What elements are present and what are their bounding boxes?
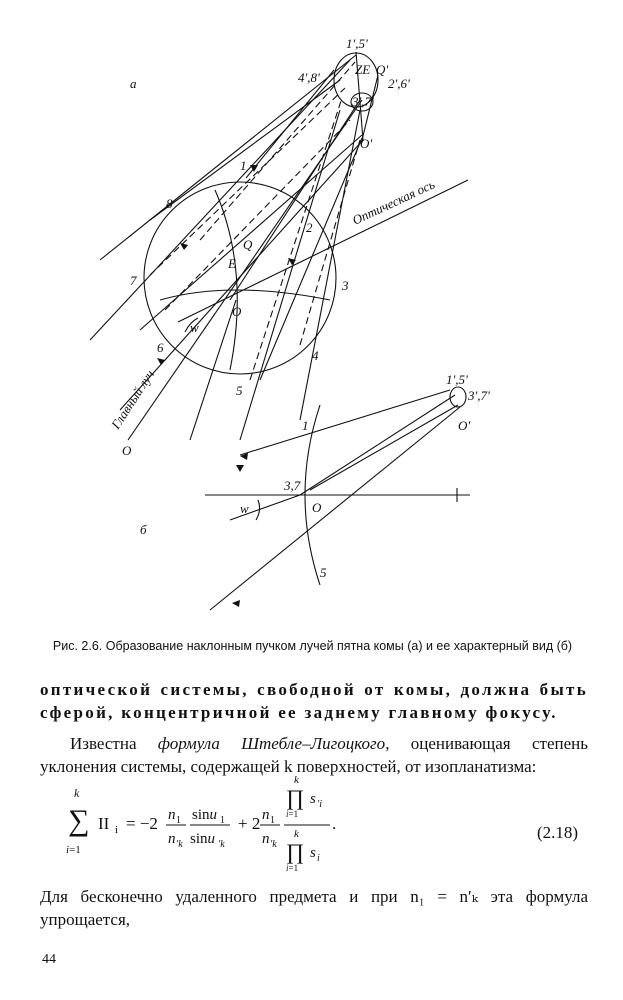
svg-text:+ 2: + 2 (238, 814, 261, 833)
label-center-o: O (232, 304, 242, 319)
svg-text:n: n (168, 831, 176, 847)
svg-text:sinu: sinu (190, 831, 216, 847)
label-b-w: w (240, 501, 249, 516)
label-b-3-7: 3',7' (468, 388, 490, 403)
svg-text:1: 1 (220, 815, 225, 826)
label-ze: ZE (355, 62, 371, 77)
panel-label-a: а (130, 76, 137, 91)
label-1-5: 1',5' (346, 36, 368, 51)
label-2: 2 (306, 220, 313, 235)
svg-text:∑: ∑ (68, 804, 90, 837)
svg-text:k: k (74, 786, 80, 800)
label-2-6: 2',6' (388, 76, 410, 91)
svg-text:k: k (294, 775, 299, 786)
label-o-bottom: O (122, 443, 132, 458)
figure-caption: Рис. 2.6. Образование наклонным пучком лучей пятна комы (а) и ее характерный вид (б) (52, 639, 573, 653)
svg-text:k: k (294, 828, 299, 840)
label-4-8: 4',8' (298, 70, 320, 85)
label-q-prime: Q' (376, 62, 389, 77)
label-o-prime: O' (360, 136, 373, 151)
label-b-o: O (312, 500, 322, 515)
svg-text:′k: ′k (218, 839, 225, 850)
label-5: 5 (236, 383, 243, 398)
svg-text:.: . (332, 814, 337, 833)
label-7: 7 (130, 273, 137, 288)
label-w-a: w (190, 320, 199, 335)
paragraph-3: Для бесконечно удаленного предмета и при n₁ = n′ₖ эта формула упрощается, (40, 887, 588, 929)
chief-ray-line (128, 100, 362, 440)
svg-text:n: n (262, 831, 270, 847)
svg-text:sinu: sinu (192, 807, 218, 823)
label-1: 1 (240, 158, 247, 173)
label-b-1-5: 1',5' (446, 372, 468, 387)
svg-text:n: n (168, 807, 176, 823)
svg-text:i: i (115, 824, 119, 836)
svg-text:II: II (98, 814, 110, 833)
label-8: 8 (166, 196, 173, 211)
label-b-5: 5 (320, 565, 327, 580)
svg-text:′k: ′k (176, 839, 183, 850)
svg-text:n: n (262, 807, 270, 823)
equation-2-18 (60, 775, 590, 875)
label-b-o-prime: O' (458, 418, 471, 433)
svg-text:s: s (310, 791, 316, 807)
label-3-7: 3',7' (352, 94, 374, 109)
label-6: 6 (157, 340, 164, 355)
page-number: 44 (42, 952, 56, 967)
svg-text:s: s (310, 845, 316, 861)
svg-text:i=1: i=1 (286, 809, 299, 819)
label-e: E (228, 256, 236, 271)
label-b-3-7-axis: 3,7 (284, 478, 301, 493)
panel-label-b: б (140, 522, 147, 537)
svg-text:i: i (317, 853, 320, 864)
svg-text:= −2: = −2 (126, 814, 158, 833)
label-optical-axis: Оптическая ось (349, 176, 438, 228)
paragraph-1: оптической системы, свободной от комы, должна быть сферой, концентричной ее заднему главному фокусу. (40, 680, 588, 722)
label-4: 4 (312, 348, 319, 363)
svg-text:i=1: i=1 (286, 863, 299, 873)
label-q: Q (243, 237, 253, 252)
equation-number: (2.18) (537, 823, 579, 842)
formula-name: формула Штебле–Лигоцкого (157, 734, 386, 753)
svg-text:1: 1 (176, 815, 181, 826)
svg-text:∏: ∏ (286, 785, 305, 810)
svg-text:∏: ∏ (286, 839, 305, 864)
svg-text:i=1: i=1 (66, 844, 81, 856)
paragraph-2: Известна формула Штебле–Лигоцкого, оценивающая степень уклонения системы, содержащей k поверхностей, от изопланатизма: (40, 734, 588, 776)
svg-text:1: 1 (270, 815, 275, 826)
label-chief-ray: Главный луч (107, 367, 158, 432)
svg-text:′i: ′i (317, 799, 322, 810)
label-b-1: 1 (302, 418, 309, 433)
label-3: 3 (342, 278, 349, 293)
svg-text:′k: ′k (270, 839, 277, 850)
